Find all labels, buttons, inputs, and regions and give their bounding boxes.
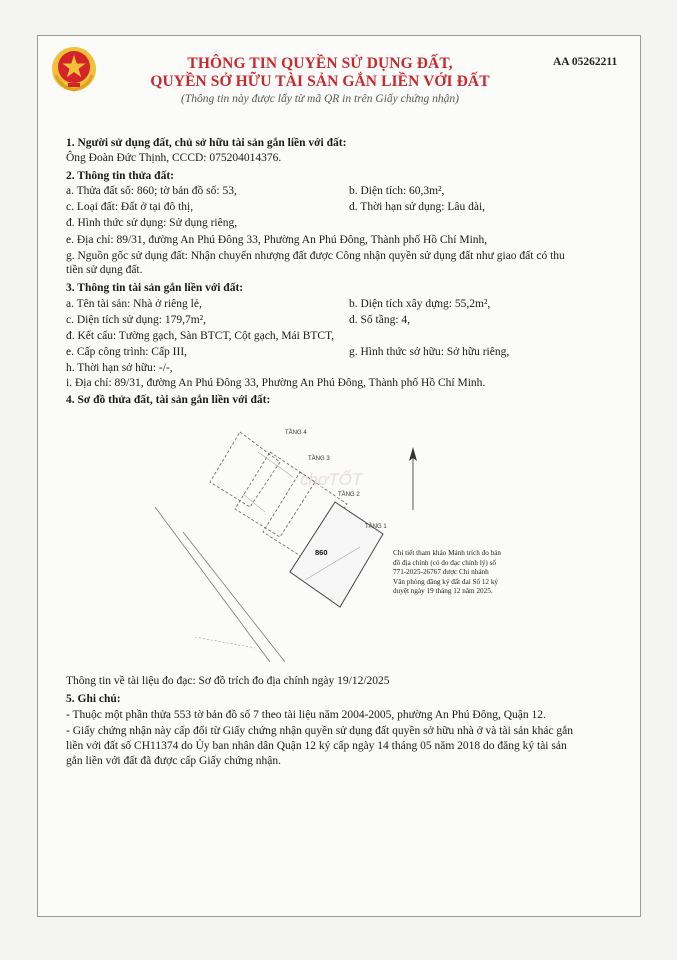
serial-number: AA 05262211 <box>553 56 618 68</box>
asset-name: a. Tên tài sản: Nhà ở riêng lẻ, <box>66 298 202 310</box>
floor-label: TẦNG 3 <box>308 456 330 462</box>
note-line: gắn liền với đất đã được cấp Giấy chứng nhận. <box>66 755 281 767</box>
diagram-note-line: Chi tiết tham khảo Mảnh trích đo bản <box>393 549 501 557</box>
asset-address: i. Địa chỉ: 89/31, đường An Phú Đông 33, Phường An Phú Đông, Thành phố Hồ Chí Minh. <box>66 377 486 389</box>
section1-heading: 1. Người sử dụng đất, chủ sở hữu tài sản gắn liền với đất: <box>66 137 347 149</box>
land-term: d. Thời hạn sử dụng: Lâu dài, <box>349 201 486 213</box>
section3-heading: 3. Thông tin tài sản gắn liền với đất: <box>66 282 244 294</box>
north-arrow-icon <box>400 445 426 515</box>
boundary-line <box>195 637 255 648</box>
construction-area: b. Diện tích xây dựng: 55,2m², <box>349 298 491 310</box>
note-line: liền với đất số CH11374 do Ủy ban nhân dân Quận 12 ký cấp ngày 14 tháng 05 năm 2018 do đăng ký tài sản <box>66 740 567 752</box>
document-subtitle: (Thông tin này được lấy từ mã QR in trên Giấy chứng nhận) <box>181 93 459 105</box>
floor1-outline <box>290 502 383 607</box>
note-line: - Thuộc một phần thửa 553 tờ bản đồ số 7 theo tài liệu năm 2004-2005, phường An Phú Đông, Quận 12. <box>66 709 546 721</box>
usage-form: đ. Hình thức sử dụng: Sử dụng riêng, <box>66 217 238 229</box>
diagram-note-line: đồ địa chính (có đo đạc chỉnh lý) số <box>393 558 496 567</box>
watermark: chợTỐT <box>300 470 363 489</box>
floor3-outline <box>235 452 315 537</box>
land-origin-line1: g. Nguồn gốc sử dụng đất: Nhận chuyển nhượng đất được Công nhận quyền sử dụng đất như giao đất có thu <box>66 250 565 262</box>
land-origin-line2: tiền sử dụng đất. <box>66 264 143 276</box>
floor-count: d. Số tầng: 4, <box>349 314 411 326</box>
floor-label: TẦNG 2 <box>338 492 360 498</box>
land-type: c. Loại đất: Đất ở tại đô thị, <box>66 201 194 213</box>
dimension-line <box>243 494 265 512</box>
land-address: e. Địa chỉ: 89/31, đường An Phú Đông 33, Phường An Phú Đông, Thành phố Hồ Chí Minh, <box>66 234 488 246</box>
national-emblem-icon <box>50 45 98 93</box>
parcel-number-label: 860 <box>315 548 328 557</box>
road-edge-line <box>183 532 285 662</box>
document-title-line1: THÔNG TIN QUYỀN SỬ DỤNG ĐẤT, <box>187 55 453 72</box>
usable-area: c. Diện tích sử dụng: 179,7m², <box>66 314 206 326</box>
section2-heading: 2. Thông tin thửa đất: <box>66 170 174 182</box>
section5-heading: 5. Ghi chú: <box>66 693 121 705</box>
note-line: - Giấy chứng nhận này cấp đổi từ Giấy chứng nhận quyền sử dụng đất quyền sở hữu nhà ở và tài sản khác gắn <box>66 725 574 737</box>
diagram-note-line: duyệt ngày 19 tháng 12 năm 2025. <box>393 587 493 596</box>
parcel-area: b. Diện tích: 60,3m², <box>349 185 445 197</box>
document-title-line2: QUYỀN SỞ HỮU TÀI SẢN GẮN LIỀN VỚI ĐẤT <box>150 73 490 90</box>
section4-heading: 4. Sơ đồ thửa đất, tài sản gắn liền với đất: <box>66 394 271 406</box>
floor-label: TẦNG 1 <box>365 524 387 530</box>
diagram-note <box>393 549 605 597</box>
survey-info: Thông tin về tài liệu đo đạc: Sơ đồ trích đo địa chính ngày 19/12/2025 <box>66 675 390 687</box>
diagram-note-line: Văn phòng đăng ký đất đai Số 12 ký <box>393 577 499 586</box>
owner-info: Ông Đoàn Đức Thịnh, CCCD: 075204014376. <box>66 152 282 164</box>
ownership-form: g. Hình thức sở hữu: Sở hữu riêng, <box>349 346 510 358</box>
diagram-note-line: 771-2025-26767 được Chi nhánh <box>393 568 489 577</box>
floor-label: TẦNG 4 <box>285 430 307 436</box>
structure: đ. Kết cấu: Tường gạch, Sàn BTCT, Cột gạch, Mái BTCT, <box>66 330 335 342</box>
road-edge-line <box>155 507 270 662</box>
parcel-number: a. Thửa đất số: 860; tờ bản đồ số: 53, <box>66 185 237 197</box>
building-grade: e. Cấp công trình: Cấp III, <box>66 346 188 358</box>
ownership-term: h. Thời hạn sở hữu: -/-, <box>66 362 173 374</box>
